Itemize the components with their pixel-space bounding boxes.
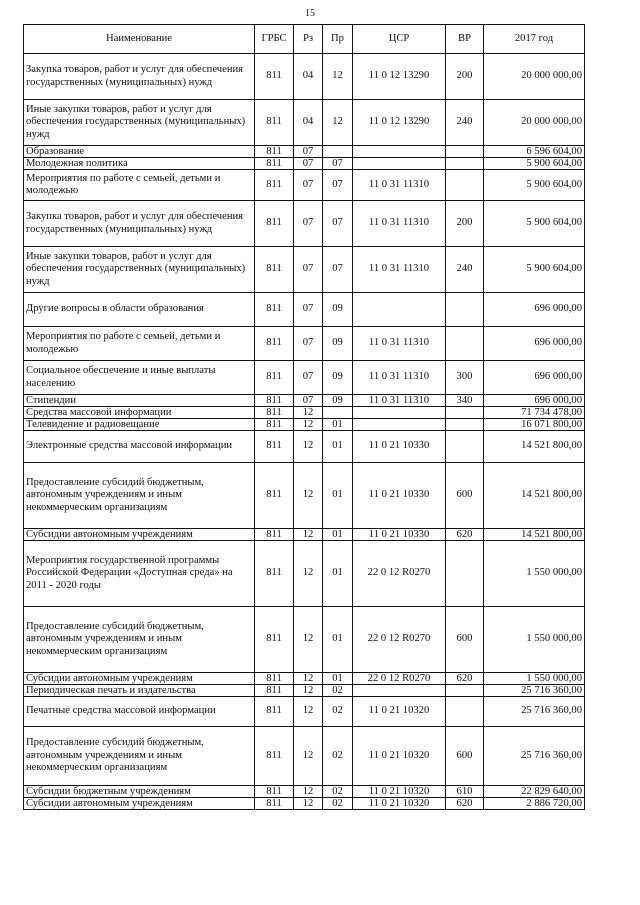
row-amount: 5 900 604,00	[484, 201, 585, 247]
row-rz: 12	[294, 697, 323, 727]
row-rz: 07	[294, 170, 323, 201]
row-pr: 01	[323, 431, 353, 463]
row-amount: 22 829 640,00	[484, 786, 585, 798]
row-grbs: 811	[255, 395, 294, 407]
row-rz: 07	[294, 247, 323, 293]
row-name: Предоставление субсидий бюджетным, автономным учреждениям и иным некоммерческим организациям	[24, 727, 255, 786]
row-rz: 04	[294, 54, 323, 100]
table-row	[24, 54, 585, 100]
row-name: Мероприятия государственной программы Российской Федерации «Доступная среда» на 2011 - 2020 годы	[24, 541, 255, 607]
row-amount: 5 900 604,00	[484, 158, 585, 170]
row-csr: 11 0 31 11310	[353, 247, 446, 293]
row-grbs: 811	[255, 247, 294, 293]
row-csr: 11 0 21 10330	[353, 463, 446, 529]
row-grbs: 811	[255, 170, 294, 201]
table-row	[24, 395, 585, 407]
row-rz: 12	[294, 419, 323, 431]
row-name: Предоставление субсидий бюджетным, автономным учреждениям и иным некоммерческим организациям	[24, 463, 255, 529]
header-pr: Пр	[323, 25, 353, 54]
row-grbs: 811	[255, 146, 294, 158]
row-pr: 12	[323, 54, 353, 100]
row-vr	[446, 146, 484, 158]
row-grbs: 811	[255, 201, 294, 247]
row-vr: 620	[446, 798, 484, 810]
row-csr: 22 0 12 R0270	[353, 673, 446, 685]
row-amount: 696 000,00	[484, 327, 585, 361]
row-csr: 11 0 31 11310	[353, 201, 446, 247]
table-row	[24, 361, 585, 395]
row-amount: 696 000,00	[484, 395, 585, 407]
table-row	[24, 463, 585, 529]
row-vr	[446, 170, 484, 201]
table-row	[24, 100, 585, 146]
row-vr: 200	[446, 201, 484, 247]
row-csr	[353, 158, 446, 170]
table-row	[24, 727, 585, 786]
row-vr: 300	[446, 361, 484, 395]
row-pr: 02	[323, 786, 353, 798]
row-csr: 22 0 12 R0270	[353, 607, 446, 673]
table-row	[24, 419, 585, 431]
row-name: Стипендии	[24, 395, 255, 407]
row-csr: 11 0 21 10330	[353, 431, 446, 463]
row-csr: 11 0 12 13290	[353, 54, 446, 100]
row-vr: 340	[446, 395, 484, 407]
row-vr	[446, 685, 484, 697]
row-grbs: 811	[255, 673, 294, 685]
row-name: Предоставление субсидий бюджетным, автономным учреждениям и иным некоммерческим организациям	[24, 607, 255, 673]
header-rz: Рз	[294, 25, 323, 54]
row-name: Субсидии автономным учреждениям	[24, 798, 255, 810]
table-row	[24, 431, 585, 463]
row-csr	[353, 419, 446, 431]
row-amount: 71 734 478,00	[484, 407, 585, 419]
table-row	[24, 293, 585, 327]
row-rz: 12	[294, 431, 323, 463]
row-csr	[353, 293, 446, 327]
table-row	[24, 798, 585, 810]
row-name: Другие вопросы в области образования	[24, 293, 255, 327]
row-rz: 12	[294, 541, 323, 607]
row-amount: 20 000 000,00	[484, 54, 585, 100]
row-vr	[446, 327, 484, 361]
row-pr: 07	[323, 247, 353, 293]
row-grbs: 811	[255, 100, 294, 146]
row-amount: 696 000,00	[484, 361, 585, 395]
row-rz: 12	[294, 407, 323, 419]
row-vr: 240	[446, 100, 484, 146]
row-vr: 600	[446, 607, 484, 673]
row-amount: 14 521 800,00	[484, 463, 585, 529]
row-vr	[446, 158, 484, 170]
row-rz: 12	[294, 786, 323, 798]
row-grbs: 811	[255, 407, 294, 419]
row-pr: 07	[323, 170, 353, 201]
row-amount: 5 900 604,00	[484, 247, 585, 293]
row-amount: 1 550 000,00	[484, 673, 585, 685]
row-rz: 12	[294, 685, 323, 697]
row-amount: 25 716 360,00	[484, 685, 585, 697]
row-name: Мероприятия по работе с семьей, детьми и молодежью	[24, 327, 255, 361]
row-vr	[446, 419, 484, 431]
row-csr: 11 0 31 11310	[353, 395, 446, 407]
row-pr: 09	[323, 327, 353, 361]
row-rz: 12	[294, 798, 323, 810]
row-grbs: 811	[255, 293, 294, 327]
row-rz: 12	[294, 673, 323, 685]
row-pr: 02	[323, 685, 353, 697]
row-csr	[353, 146, 446, 158]
row-amount: 20 000 000,00	[484, 100, 585, 146]
row-csr: 11 0 31 11310	[353, 327, 446, 361]
row-rz: 07	[294, 395, 323, 407]
table-header-row	[24, 25, 585, 54]
table-row	[24, 158, 585, 170]
row-csr: 11 0 21 10320	[353, 697, 446, 727]
header-year: 2017 год	[484, 25, 585, 54]
row-name: Электронные средства массовой информации	[24, 431, 255, 463]
row-rz: 07	[294, 201, 323, 247]
row-csr: 11 0 21 10320	[353, 727, 446, 786]
row-csr: 22 0 12 R0270	[353, 541, 446, 607]
page-number: 15	[305, 8, 315, 19]
row-pr: 07	[323, 158, 353, 170]
row-amount: 6 596 604,00	[484, 146, 585, 158]
row-grbs: 811	[255, 541, 294, 607]
row-name: Закупка товаров, работ и услуг для обеспечения государственных (муниципальных) нужд	[24, 54, 255, 100]
row-name: Иные закупки товаров, работ и услуг для обеспечения государственных (муниципальных) нужд	[24, 247, 255, 293]
row-pr: 12	[323, 100, 353, 146]
row-amount: 696 000,00	[484, 293, 585, 327]
table-row	[24, 529, 585, 541]
row-pr: 01	[323, 673, 353, 685]
row-vr: 610	[446, 786, 484, 798]
row-amount: 16 071 800,00	[484, 419, 585, 431]
row-amount: 14 521 800,00	[484, 431, 585, 463]
row-vr: 240	[446, 247, 484, 293]
row-grbs: 811	[255, 158, 294, 170]
row-vr	[446, 407, 484, 419]
row-grbs: 811	[255, 529, 294, 541]
row-pr: 09	[323, 361, 353, 395]
row-amount: 25 716 360,00	[484, 727, 585, 786]
row-grbs: 811	[255, 685, 294, 697]
table-row	[24, 247, 585, 293]
row-csr	[353, 685, 446, 697]
row-vr: 600	[446, 463, 484, 529]
table-row	[24, 327, 585, 361]
row-grbs: 811	[255, 463, 294, 529]
table-row	[24, 201, 585, 247]
row-pr	[323, 146, 353, 158]
row-grbs: 811	[255, 786, 294, 798]
row-name: Печатные средства массовой информации	[24, 697, 255, 727]
row-pr: 01	[323, 463, 353, 529]
row-pr: 02	[323, 697, 353, 727]
row-name: Средства массовой информации	[24, 407, 255, 419]
row-rz: 12	[294, 529, 323, 541]
row-csr	[353, 407, 446, 419]
table-row	[24, 673, 585, 685]
row-name: Образование	[24, 146, 255, 158]
row-grbs: 811	[255, 798, 294, 810]
row-grbs: 811	[255, 697, 294, 727]
header-vr: ВР	[446, 25, 484, 54]
row-pr: 01	[323, 529, 353, 541]
row-pr: 09	[323, 293, 353, 327]
row-csr: 11 0 21 10330	[353, 529, 446, 541]
row-name: Телевидение и радиовещание	[24, 419, 255, 431]
row-rz: 07	[294, 361, 323, 395]
row-name: Субсидии автономным учреждениям	[24, 529, 255, 541]
row-amount: 25 716 360,00	[484, 697, 585, 727]
row-grbs: 811	[255, 727, 294, 786]
row-grbs: 811	[255, 361, 294, 395]
row-grbs: 811	[255, 419, 294, 431]
header-grbs: ГРБС	[255, 25, 294, 54]
row-name: Иные закупки товаров, работ и услуг для обеспечения государственных (муниципальных) нужд	[24, 100, 255, 146]
row-vr: 600	[446, 727, 484, 786]
row-vr	[446, 431, 484, 463]
row-vr	[446, 293, 484, 327]
row-rz: 12	[294, 727, 323, 786]
row-pr: 01	[323, 419, 353, 431]
row-pr: 07	[323, 201, 353, 247]
table-row	[24, 607, 585, 673]
row-rz: 07	[294, 158, 323, 170]
row-pr: 02	[323, 798, 353, 810]
table-row	[24, 685, 585, 697]
row-rz: 07	[294, 146, 323, 158]
row-rz: 07	[294, 327, 323, 361]
row-grbs: 811	[255, 431, 294, 463]
row-rz: 04	[294, 100, 323, 146]
row-pr: 01	[323, 541, 353, 607]
row-pr: 09	[323, 395, 353, 407]
row-grbs: 811	[255, 54, 294, 100]
row-vr: 620	[446, 529, 484, 541]
row-rz: 07	[294, 293, 323, 327]
header-name: Наименование	[24, 25, 255, 54]
table-body	[24, 54, 585, 810]
row-vr	[446, 541, 484, 607]
table-row	[24, 541, 585, 607]
row-csr: 11 0 21 10320	[353, 786, 446, 798]
row-amount: 1 550 000,00	[484, 541, 585, 607]
row-rz: 12	[294, 607, 323, 673]
row-vr: 620	[446, 673, 484, 685]
row-name: Субсидии бюджетным учреждениям	[24, 786, 255, 798]
row-name: Субсидии автономным учреждениям	[24, 673, 255, 685]
row-csr: 11 0 21 10320	[353, 798, 446, 810]
row-name: Социальное обеспечение и иные выплаты населению	[24, 361, 255, 395]
row-amount: 5 900 604,00	[484, 170, 585, 201]
row-csr: 11 0 12 13290	[353, 100, 446, 146]
row-csr: 11 0 31 11310	[353, 170, 446, 201]
table-row	[24, 146, 585, 158]
row-grbs: 811	[255, 607, 294, 673]
row-pr: 01	[323, 607, 353, 673]
table-row	[24, 407, 585, 419]
row-name: Закупка товаров, работ и услуг для обеспечения государственных (муниципальных) нужд	[24, 201, 255, 247]
table-row	[24, 786, 585, 798]
row-name: Молодежная политика	[24, 158, 255, 170]
row-pr: 02	[323, 727, 353, 786]
row-csr: 11 0 31 11310	[353, 361, 446, 395]
row-vr: 200	[446, 54, 484, 100]
row-amount: 2 886 720,00	[484, 798, 585, 810]
budget-table	[23, 24, 585, 810]
row-vr	[446, 697, 484, 727]
row-pr	[323, 407, 353, 419]
header-csr: ЦСР	[353, 25, 446, 54]
row-amount: 14 521 800,00	[484, 529, 585, 541]
row-name: Мероприятия по работе с семьей, детьми и молодежью	[24, 170, 255, 201]
table-row	[24, 697, 585, 727]
table-row	[24, 170, 585, 201]
row-rz: 12	[294, 463, 323, 529]
row-grbs: 811	[255, 327, 294, 361]
row-name: Периодическая печать и издательства	[24, 685, 255, 697]
row-amount: 1 550 000,00	[484, 607, 585, 673]
